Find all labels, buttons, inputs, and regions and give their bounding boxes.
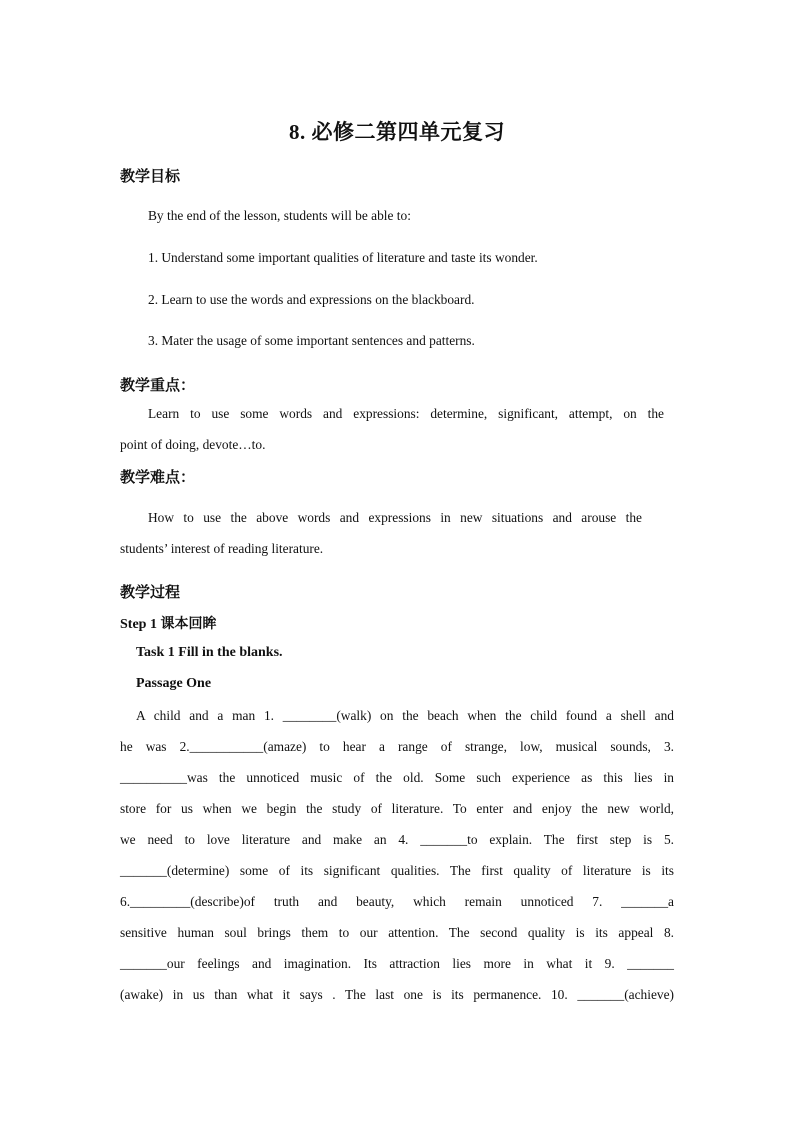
objective-item-2: 2. Learn to use the words and expressions on the blackboard.	[148, 292, 475, 307]
passage-line: 6._________(describe)of truth and beauty, which remain unnoticed 7. _______a	[120, 894, 674, 909]
passage-line: sensitive human soul brings them to our attention. The second quality is its appeal 8.	[120, 925, 674, 940]
passage-title: Passage One	[136, 676, 212, 691]
passage-line: __________was the unnoticed music of the old. Some such experience as this lies in	[120, 770, 674, 785]
passage-line: (awake) in us than what it says . The last one is its permanence. 10. _______(achieve)	[120, 987, 674, 1002]
objective-item-3: 3. Mater the usage of some important sentences and patterns.	[148, 333, 475, 348]
difficulties-heading: 教学难点：	[120, 470, 196, 486]
process-heading: 教学过程	[120, 585, 181, 601]
objectives-heading: 教学目标	[120, 169, 181, 185]
passage-line: A child and a man 1. ________(walk) on the beach when the child found a shell and	[136, 708, 674, 723]
passage-body	[120, 700, 674, 1010]
objectives-intro: By the end of the lesson, students will be able to:	[148, 208, 411, 223]
step-heading: Step 1 课本回眸	[120, 617, 217, 632]
task-heading: Task 1 Fill in the blanks.	[136, 645, 283, 660]
difficulties-line-1: How to use the above words and expressions in new situations and arouse the	[148, 510, 642, 525]
passage-line: _______(determine) some of its significant qualities. The first quality of literature is its	[120, 863, 674, 878]
passage-line: store for us when we begin the study of literature. To enter and enjoy the new world,	[120, 801, 674, 816]
key-points-heading: 教学重点：	[120, 378, 196, 394]
difficulties-line-2: students’ interest of reading literature.	[120, 541, 324, 556]
page-title: 8. 必修二第四单元复习	[289, 120, 505, 144]
passage-line: he was 2.___________(amaze) to hear a range of strange, low, musical sounds, 3.	[120, 739, 674, 754]
passage-line: we need to love literature and make an 4. _______to explain. The first step is 5.	[120, 832, 674, 847]
objective-item-1: 1. Understand some important qualities of literature and taste its wonder.	[148, 250, 538, 265]
key-points-line-1: Learn to use some words and expressions: determine, significant, attempt, on the	[148, 406, 664, 421]
passage-line: _______our feelings and imagination. Its attraction lies more in what it 9. _______	[120, 956, 674, 971]
key-points-line-2: point of doing, devote…to.	[120, 437, 266, 452]
